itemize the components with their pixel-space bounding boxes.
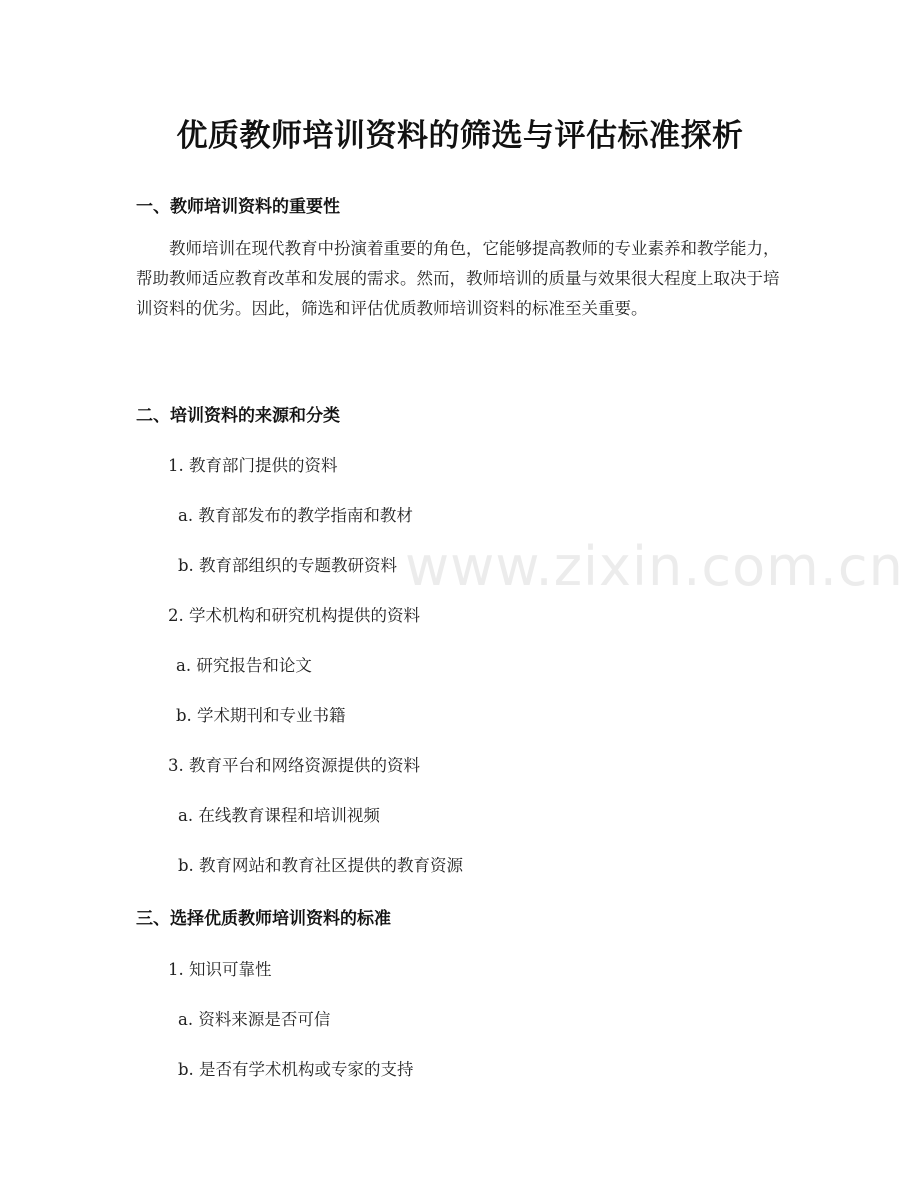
list-subitem: a. 资料来源是否可信 [178, 1010, 331, 1029]
list-item: 1. 知识可靠性 [168, 960, 272, 979]
section-heading-2: 二、培训资料的来源和分类 [136, 406, 340, 426]
section-heading-1: 一、教师培训资料的重要性 [136, 197, 340, 217]
list-subitem: b. 教育部组织的专题教研资料 [178, 556, 398, 575]
list-subitem: b. 学术期刊和专业书籍 [176, 706, 346, 725]
list-subitem: a. 教育部发布的教学指南和教材 [178, 506, 413, 525]
list-subitem: b. 是否有学术机构或专家的支持 [178, 1060, 414, 1079]
watermark: www.zixin.com.cn [405, 535, 904, 598]
list-subitem: a. 研究报告和论文 [176, 656, 312, 675]
section-1-paragraph: 教师培训在现代教育中扮演着重要的角色，它能够提高教师的专业素养和教学能力，帮助教师适应教育改革和发展的需求。然而，教师培训的质量与效果很大程度上取决于培训资料的优劣。因此，筛选和评估优质教师培训资料的标准至关重要。 [136, 239, 780, 318]
list-item: 1. 教育部门提供的资料 [168, 456, 338, 475]
list-subitem: b. 教育网站和教育社区提供的教育资源 [178, 856, 464, 875]
list-item: 2. 学术机构和研究机构提供的资料 [168, 606, 420, 625]
list-subitem: a. 在线教育课程和培训视频 [178, 806, 380, 825]
document-title: 优质教师培训资料的筛选与评估标准探析 [176, 118, 744, 154]
section-heading-3: 三、选择优质教师培训资料的标准 [136, 909, 391, 929]
list-item: 3. 教育平台和网络资源提供的资料 [168, 756, 420, 775]
